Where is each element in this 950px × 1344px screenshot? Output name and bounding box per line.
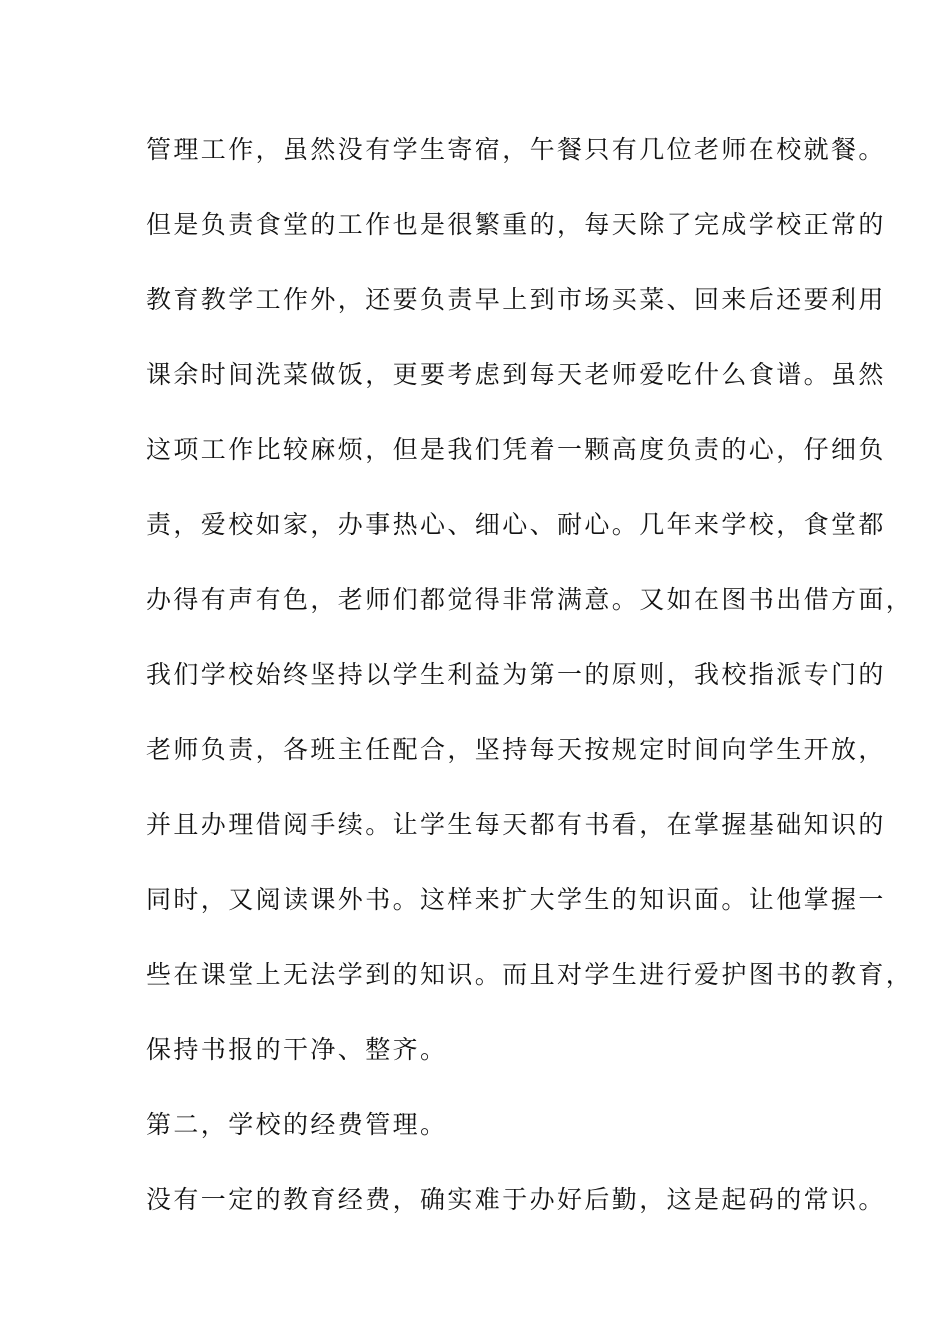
text-line: 教育教学工作外，还要负责早上到市场买菜、回来后还要利用 <box>146 285 886 314</box>
text-line: 并且办理借阅手续。让学生每天都有书看，在掌握基础知识的 <box>146 810 886 839</box>
text-line: 没有一定的教育经费，确实难于办好后勤，这是起码的常识。 <box>146 1185 886 1214</box>
text-line: 办得有声有色，老师们都觉得非常满意。又如在图书出借方面， <box>146 585 914 614</box>
text-line: 管理工作，虽然没有学生寄宿，午餐只有几位老师在校就餐。 <box>146 135 886 164</box>
text-line: 些在课堂上无法学到的知识。而且对学生进行爱护图书的教育， <box>146 960 914 989</box>
text-line: 这项工作比较麻烦，但是我们凭着一颗高度负责的心，仔细负 <box>146 435 886 464</box>
text-line: 我们学校始终坚持以学生利益为第一的原则，我校指派专门的 <box>146 660 886 689</box>
text-line: 责，爱校如家，办事热心、细心、耐心。几年来学校，食堂都 <box>146 510 886 539</box>
text-line: 但是负责食堂的工作也是很繁重的，每天除了完成学校正常的 <box>146 210 886 239</box>
text-line: 课余时间洗菜做饭，更要考虑到每天老师爱吃什么食谱。虽然 <box>146 360 886 389</box>
text-line: 保持书报的干净、整齐。 <box>146 1035 448 1064</box>
text-line: 同时，又阅读课外书。这样来扩大学生的知识面。让他掌握一 <box>146 885 886 914</box>
text-line: 老师负责，各班主任配合，坚持每天按规定时间向学生开放， <box>146 735 886 764</box>
section-heading: 第二，学校的经费管理。 <box>146 1110 448 1139</box>
